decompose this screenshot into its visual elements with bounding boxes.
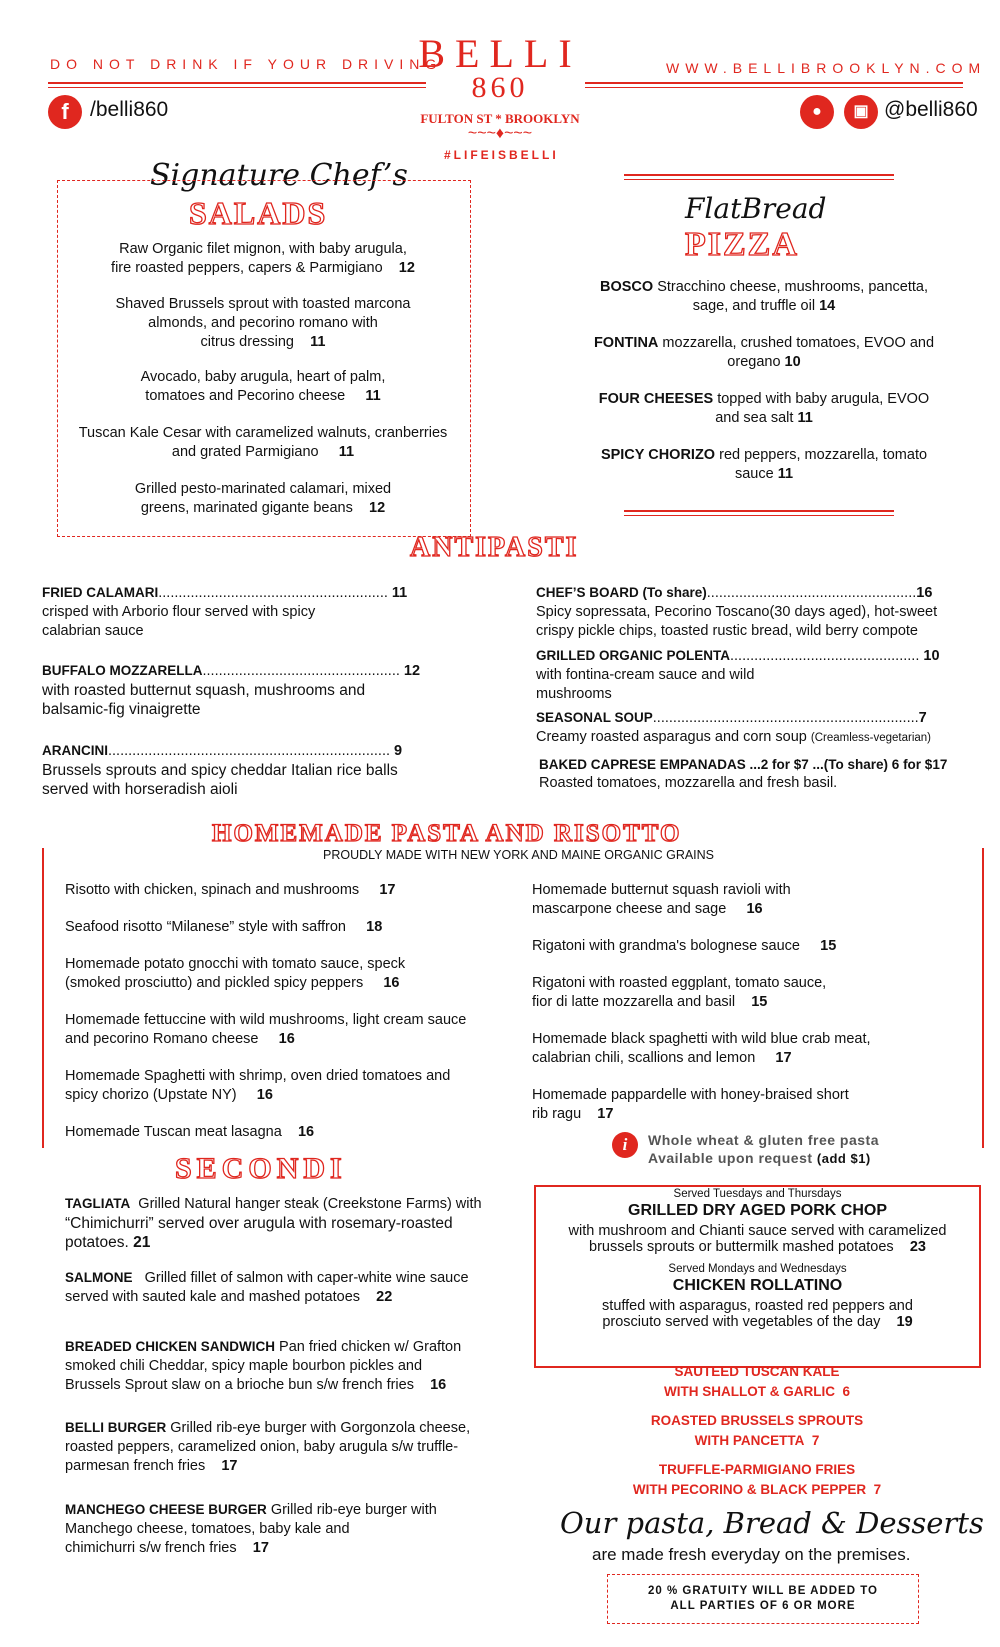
- special-item: Served Tuesdays and Thursdays GRILLED DRY AGED PORK CHOP with mushroom and Chianti sauce served with caramelized brussels sprouts or buttermilk mashed potatoes 23 Served Mondays and Wednesdays CHICKEN ROLLATINO stuffed with asparagus, roasted red peppers and prosciuto served with vegetables of the day 19: [568, 1188, 947, 1330]
- antipasti-item: SEASONAL SOUP..................................................................7 Creamy roasted asparagus and corn soup (Creamless-vegetarian): [536, 710, 932, 745]
- pasta-item: Seafood risotto “Milanese” style with saffron 18: [65, 919, 383, 935]
- pizza-item: FOUR CHEESES topped with baby arugula, EVOO and sea salt 11: [598, 391, 930, 426]
- twitter-icon[interactable]: ●: [800, 95, 834, 129]
- pasta-item: Homemade black spaghetti with wild blue crab meat, calabrian chili, scallions and lemon 17: [532, 1031, 871, 1066]
- secondi-title: SECONDI: [175, 1152, 347, 1185]
- antipasti-title: ANTIPASTI: [410, 532, 579, 563]
- antipasti-item: GRILLED ORGANIC POLENTA............................................... 10 with fontina-cream sauce and wild mushrooms: [536, 648, 940, 702]
- antipasti-item: CHEF’S BOARD (To share)....................................................16 Spicy sopressata, Pecorino Toscano(30 days aged), hot-sweet crispy pickle chips, toasted rustic bread, wild berry compote: [536, 585, 938, 639]
- side-item: ROASTED BRUSSELS SPROUTS WITH PANCETTA 7: [650, 1413, 864, 1448]
- logo-number: 860: [471, 71, 529, 104]
- side-item: SAUTEED TUSCAN KALE WITH SHALLOT & GARLIC 6: [663, 1364, 850, 1399]
- pasta-item: Homemade pappardelle with honey-braised short rib ragu 17: [532, 1087, 849, 1122]
- pizza-rule-bottom: [624, 510, 894, 516]
- logo-address: FULTON ST * BROOKLYN: [420, 111, 580, 126]
- antipasti-item: FRIED CALAMARI......................................................... 11 crisped with Arborio flour served with spicy calabrian sauce: [42, 585, 408, 639]
- pasta-item: Homemade Tuscan meat lasagna 16: [65, 1124, 315, 1140]
- header-rule-right: [585, 82, 963, 88]
- pizza-item: BOSCO Stracchino cheese, mushrooms, pancetta, sage, and truffle oil 14: [599, 279, 928, 314]
- pasta-item: Homemade potato gnocchi with tomato sauce, speck (smoked prosciutto) and pickled spicy peppers 16: [65, 956, 406, 991]
- antipasti-item: BAKED CAPRESE EMPANADAS ...2 for $7 ...(To share) 6 for $17 Roasted tomatoes, mozzarella and fresh basil.: [539, 757, 948, 791]
- logo-name: BELLI: [418, 31, 582, 76]
- pasta-rule-right: [982, 848, 984, 1148]
- pasta-item: Risotto with chicken, spinach and mushrooms 17: [65, 882, 396, 898]
- social-handle[interactable]: @belli860: [884, 98, 978, 121]
- hashtag: #LIFEISBELLI: [444, 148, 559, 162]
- facebook-icon[interactable]: f: [48, 95, 82, 129]
- pasta-item: Homemade butternut squash ravioli with mascarpone cheese and sage 16: [532, 882, 791, 917]
- salad-item: Grilled pesto-marinated calamari, mixed greens, marinated gigante beans 12: [134, 481, 392, 516]
- instagram-icon[interactable]: ▣: [844, 95, 878, 129]
- side-item: TRUFFLE-PARMIGIANO FRIES WITH PECORINO & BLACK PEPPER 7: [632, 1462, 882, 1497]
- gluten-note: Whole wheat & gluten free pasta Available upon request (add $1): [648, 1132, 879, 1166]
- header-rule-left: [48, 82, 426, 88]
- secondi-item: SALMONE Grilled fillet of salmon with caper-white wine sauce served with sauted kale and mashed potatoes 22: [65, 1270, 469, 1305]
- secondi-item: BREADED CHICKEN SANDWICH Pan fried chicken w/ Grafton smoked chili Cheddar, spicy maple bourbon pickles and Brussels Sprout slaw on a brioche bun s/w french fries 16: [65, 1339, 462, 1393]
- pasta-item: Rigatoni with roasted eggplant, tomato sauce, fior di latte mozzarella and basil 15: [532, 975, 827, 1010]
- salad-item: Raw Organic filet mignon, with baby arugula, fire roasted peppers, capers & Parmigiano 12: [111, 241, 415, 276]
- salads-script-title: Signature Chef’s: [150, 158, 408, 193]
- footer-script: Our pasta, Bread & Desserts: [560, 1506, 984, 1540]
- antipasti-item: ARANCINI...................................................................... 9 Brussels sprouts and spicy cheddar Italian rice balls served with horseradish aioli: [42, 743, 403, 798]
- footer-line: are made fresh everyday on the premises.: [592, 1545, 911, 1564]
- salad-item: Shaved Brussels sprout with toasted marcona almonds, and pecorino romano with citrus dressing 11: [115, 296, 411, 350]
- pasta-rule-left: [42, 848, 44, 1148]
- salad-item: Avocado, baby arugula, heart of palm, tomatoes and Pecorino cheese 11: [140, 369, 386, 404]
- salads-title: SALADS: [183, 195, 333, 232]
- pizza-script-title: FlatBread: [685, 192, 827, 225]
- pizza-title: PIZZA: [685, 226, 799, 263]
- secondi-item: MANCHEGO CHEESE BURGER Grilled rib-eye burger with Manchego cheese, tomatoes, baby kale and chimichurri s/w french fries 17: [65, 1502, 437, 1556]
- secondi-item: TAGLIATA Grilled Natural hanger steak (Creekstone Farms) with “Chimichurri” served over arugula with rosemary-roasted potatoes. 21: [65, 1196, 482, 1251]
- pasta-title: HOMEMADE PASTA AND RISOTTO: [212, 820, 682, 847]
- antipasti-item: BUFFALO MOZZARELLA................................................. 12 with roasted butternut squash, mushrooms and balsamic-fig vinaigrette: [42, 663, 421, 718]
- pasta-item: Rigatoni with grandma's bolognese sauce 15: [532, 938, 837, 954]
- tagline: DO NOT DRINK IF YOUR DRIVING: [50, 56, 443, 72]
- gratuity-box: 20 % GRATUITY WILL BE ADDED TO ALL PARTIES OF 6 OR MORE: [607, 1574, 919, 1624]
- pasta-item: Homemade fettuccine with wild mushrooms, light cream sauce and pecorino Romano cheese 16: [65, 1012, 467, 1047]
- logo: [415, 30, 585, 141]
- salad-item: Tuscan Kale Cesar with caramelized walnuts, cranberries and grated Parmigiano 11: [78, 425, 448, 460]
- logo-flourish: ~~~♦~~~: [467, 125, 533, 142]
- pizza-item: SPICY CHORIZO red peppers, mozzarella, tomato sauce 11: [600, 447, 928, 482]
- pizza-item: FONTINA mozzarella, crushed tomatoes, EVOO and oregano 10: [593, 335, 935, 370]
- pasta-item: Homemade Spaghetti with shrimp, oven dried tomatoes and spicy chorizo (Upstate NY) 16: [65, 1068, 451, 1103]
- website[interactable]: WWW.BELLIBROOKLYN.COM: [666, 60, 987, 76]
- pasta-subtitle: PROUDLY MADE WITH NEW YORK AND MAINE ORGANIC GRAINS: [323, 848, 715, 862]
- facebook-handle[interactable]: /belli860: [90, 98, 169, 121]
- info-icon: i: [612, 1132, 638, 1158]
- secondi-item: BELLI BURGER Grilled rib-eye burger with Gorgonzola cheese, roasted peppers, caramelized onion, baby arugula s/w truffle- parmesan french fries 17: [65, 1420, 471, 1474]
- pizza-rule-top: [624, 174, 894, 180]
